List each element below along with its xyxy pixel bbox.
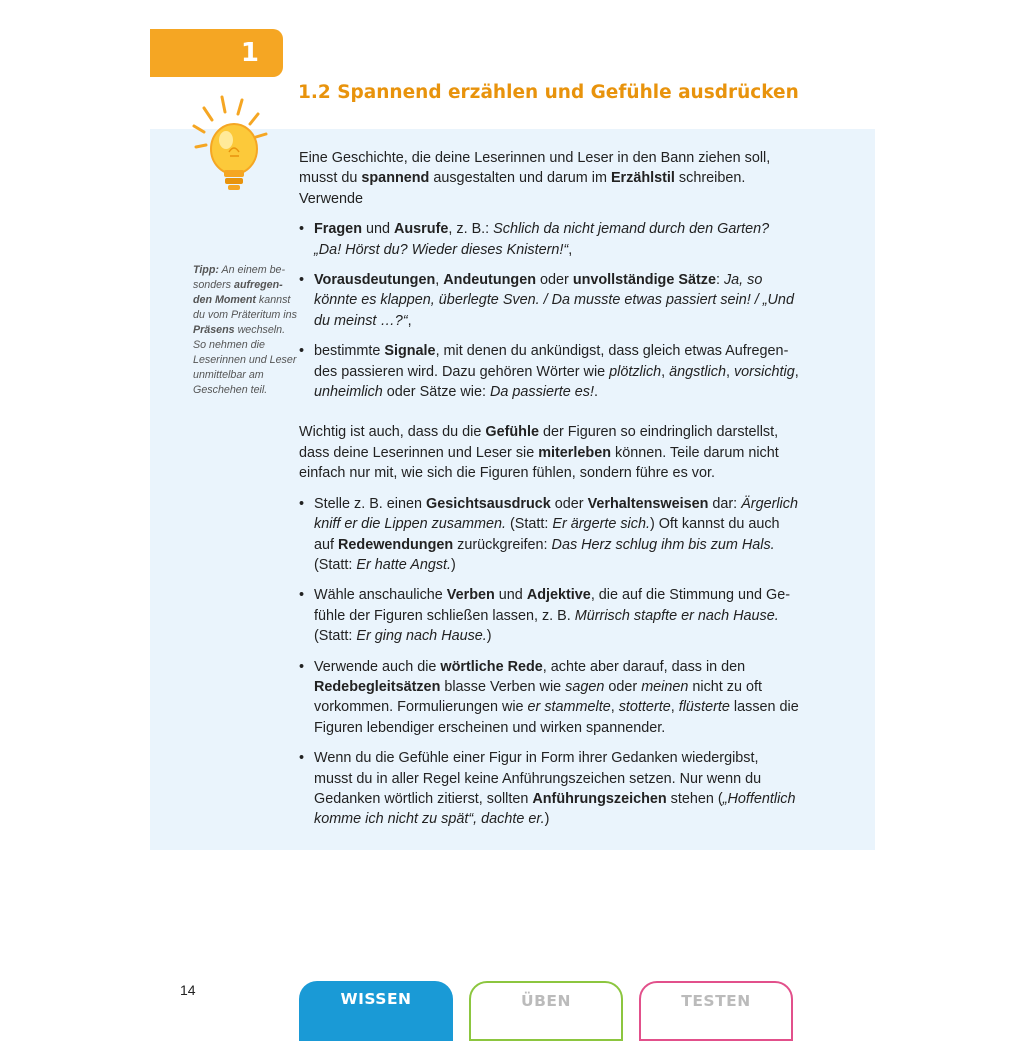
list-item: • Fragen und Ausrufe, z. B.: Schlich da nicht jemand durch den Garten? „Da! Hörst du? Wieder dieses Knistern!“,: [299, 219, 799, 260]
main-text: [299, 148, 799, 840]
list-item: • Wenn du die Gefühle einer Figur in Form ihrer Gedanken wiedergibst, musst du in aller Regel keine Anführungszeichen setzen. Nur wenn du Gedanken wörtlich zitierst, sollten Anführungszeichen stehen („Hoffentlich komme ich nicht zu spät“, dachte er.): [299, 748, 799, 830]
list-item: • Verwende auch die wörtliche Rede, achte aber darauf, dass in den Redebegleitsätzen blasse Verben wie sagen oder meinen nicht zu oft vorkommen. Formulierungen wie er stammelte, stotterte, flüsterte lassen die Figuren lebendiger erscheinen und wirken spannender.: [299, 657, 799, 739]
tab-testen-label: TESTEN: [681, 992, 751, 1010]
tab-ueben-label: ÜBEN: [521, 992, 571, 1010]
list-item: • Wähle anschauliche Verben und Adjektive, die auf die Stimmung und Gefühle der Figuren schließen lassen, z. B. Mürrisch stapfte er nach Hause. (Statt: Er ging nach Hause.): [299, 585, 799, 646]
chapter-tab: [150, 29, 283, 77]
lightbulb-icon: [186, 92, 270, 196]
section-title: 1.2 Spannend erzählen und Gefühle ausdrücken: [298, 82, 799, 103]
intro-paragraph: Eine Geschichte, die deine Leserinnen und Leser in den Bann ziehen soll, musst du spannend ausgestalten und darum im Erzählstil schreiben. Verwende: [299, 150, 771, 207]
tab-ueben[interactable]: [469, 981, 623, 1041]
tab-testen[interactable]: [639, 981, 793, 1041]
list-item: • Vorausdeutungen, Andeutungen oder unvollständige Sätze: Ja, so könnte es klappen, überlegte Sven. / Da musste etwas passiert sein! / „Und du meinst …?“,: [299, 270, 799, 331]
tab-wissen[interactable]: [299, 981, 453, 1041]
page-number: 14: [180, 982, 196, 998]
tab-wissen-label: WISSEN: [340, 990, 412, 1008]
feelings-list: [299, 494, 799, 830]
tip-box: [193, 263, 297, 398]
stylistic-devices-list: [299, 219, 799, 402]
tip-text: Tipp: An einem besonders aufregenden Moment kannst du vom Präteritum ins Präsens wechseln. So nehmen die Leserinnen und Leser unmittelbar am Geschehen teil.: [193, 264, 297, 396]
chapter-number: 1: [240, 38, 259, 68]
feelings-paragraph: Wichtig ist auch, dass du die Gefühle der Figuren so eindringlich darstellst, dass deine Leserinnen und Leser sie miterleben können. Teile darum nicht einfach nur mit, wie sich die Figuren fühlen, sondern führe es vor.: [299, 424, 779, 482]
list-item: • bestimmte Signale, mit denen du ankündigst, dass gleich etwas Aufregendes passieren wird. Dazu gehören Wörter wie plötzlich, ängstlich, vorsichtig, unheimlich oder Sätze wie: Da passierte es!.: [299, 341, 799, 402]
list-item: • Stelle z. B. einen Gesichtsausdruck oder Verhaltensweisen dar: Ärgerlich kniff er die Lippen zusammen. (Statt: Er ärgerte sich.) Oft kannst du auch auf Redewendungen zurückgreifen: Das Herz schlug ihm bis zum Hals. (Statt: Er hatte Angst.): [299, 494, 799, 576]
